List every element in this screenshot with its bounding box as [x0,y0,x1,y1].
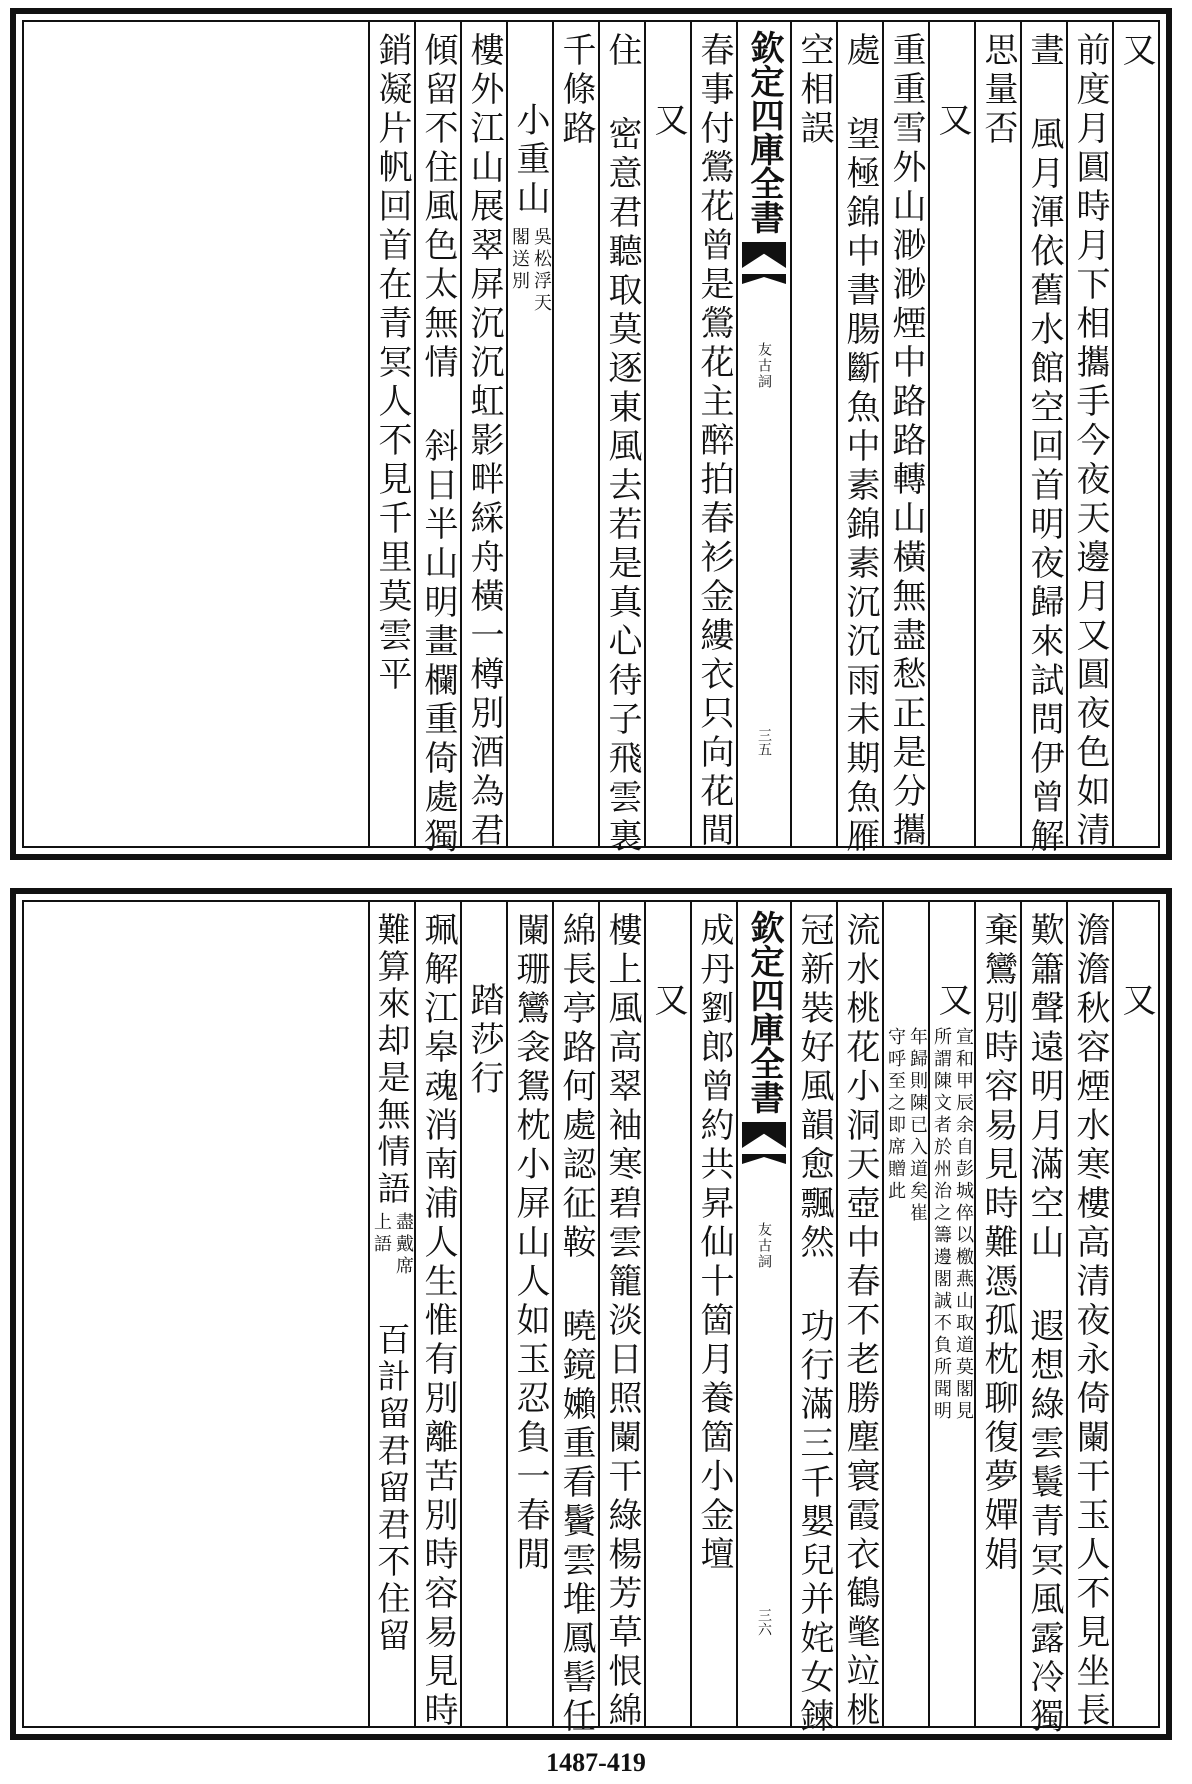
column [836,22,882,857]
column [598,22,644,857]
column [368,22,414,846]
column [414,22,460,857]
column-text: 住 密意君聽取莫逐東風去若是真心待子飛雲裏 [602,32,642,857]
folio-number: 三六 [756,1608,772,1636]
column-text: 踏莎行 [464,982,504,1099]
tune-title: 小重山 [510,102,550,219]
column [460,22,506,851]
annotation-right: 年歸則陳已入道矣崔 [907,1027,928,1225]
column-text: 樓外江山展翠屏沉沉虹影畔綵舟橫一樽別酒為君 [464,32,504,851]
fish-tail-mark [742,242,786,268]
column [1020,902,1066,1737]
fish-tail-mark-lower [742,1154,786,1164]
column [644,22,690,846]
folio-number: 三五 [756,728,772,756]
column-text: 空相誤 [794,32,834,149]
column-text: 成丹劉郎曾約共昇仙十箇月養箇小金壇 [694,912,734,1575]
column-text: 又 [1116,32,1156,71]
fish-tail-mark-lower [742,274,786,284]
annotation-left: 上語 [371,1212,392,1256]
tune-title: 又 [932,982,972,1021]
column-text: 棄鸞別時容易見時難憑孤枕聊復夢嬋娟 [978,912,1018,1575]
column [506,22,552,846]
column [836,902,882,1731]
column-text: 傾留不住風色太無情 斜日半山明畫欄重倚處獨 [418,32,458,857]
column-text: 樓上風高翠袖寒碧雲籠淡日照闌干綠楊芳草恨綿 [602,912,642,1731]
column-text: 珮解江皋魂消南浦人生惟有別離苦別時容易見時 [418,912,458,1731]
column-text: 難算來却是無情語 [372,912,412,1208]
column-text: 晝 風月渾依舊水館空回首明夜歸來試問伊曾解 [1024,32,1064,857]
column-text: 冠新裝好風韻愈飄然 功行滿三千嬰兒并姹女鍊 [794,912,834,1737]
column-text: 春事付鶯花曾是鶯花主醉拍春衫金縷衣只向花間 [694,32,734,851]
column [644,902,690,1726]
column [790,22,836,846]
annotation-left: 守呼至之即席贈此 [885,1027,906,1203]
column-text: 闌珊鸞衾鴛枕小屏山人如玉忍負一春閒 [510,912,550,1575]
column [1112,22,1158,846]
column [506,902,552,1726]
column-text: 銷凝片帆回首在青冥人不見千里莫雲平 [372,32,412,695]
column [690,22,736,851]
column [368,902,414,1726]
column-text: 綿長亭路何處認征鞍 曉鏡嬾重看鬢雲堆鳳髻任 [556,912,596,1737]
annotation [930,1027,974,1423]
column [974,22,1020,846]
column [1066,22,1112,851]
bottom-page-columns [22,900,1160,1737]
column [552,22,598,846]
column [928,22,974,846]
annotation-left: 閣送別 [509,227,530,293]
column-text-tail: 百計留君留君不住留 [372,1322,412,1655]
column-text: 流水桃花小洞天壺中春不老勝塵寰霞衣鶴氅竝桃 [840,912,880,1731]
column [882,22,928,851]
column-text: 又 [648,982,688,1021]
annotation [370,1212,414,1278]
column [690,902,736,1726]
book-title: 欽定四庫全書 [744,910,784,1114]
column [414,902,460,1731]
column [598,902,644,1731]
column [1112,902,1158,1726]
annotation-right: 吳松浮天 [531,227,552,315]
column-text: 又 [648,102,688,141]
column-text: 歎簫聲遠明月滿空山 遐想綠雲鬟青冥風露冷獨 [1024,912,1064,1737]
annotation [884,1027,928,1225]
section-label: 友古詞 [756,1222,772,1270]
center-fold [736,22,790,846]
top-page [10,8,1172,860]
column [974,902,1020,1726]
page-footer-number: 1487-419 [546,1748,646,1777]
column [790,902,836,1737]
column [882,902,928,1726]
annotation [508,227,552,315]
annotation-right: 盡戴席 [393,1212,414,1278]
center-fold [736,902,790,1726]
annotation-right: 宣和甲辰余自彭城倅以檄燕山取道莫閣見 [953,1027,974,1423]
column-text: 又 [1116,982,1156,1021]
column [460,902,506,1726]
column-text: 處 望極錦中書腸斷魚中素錦素沉沉雨未期魚雁 [840,32,880,857]
annotation-left: 所謂陳文者於州治之籌邊閣誠不負所聞明 [931,1027,952,1423]
bottom-page [10,888,1172,1740]
top-page-columns [22,20,1160,857]
column-text: 重重雪外山渺渺煙中路路轉山橫無盡愁正是分攜 [886,32,926,851]
column [552,902,598,1737]
column [928,902,974,1726]
column [1020,22,1066,857]
book-title: 欽定四庫全書 [744,30,784,234]
column-text: 千條路 [556,32,596,149]
column-text: 又 [932,102,972,141]
fish-tail-mark [742,1122,786,1148]
column-text: 前度月圓時月下相攜手今夜天邊月又圓夜色如清 [1070,32,1110,851]
section-label: 友古詞 [756,342,772,390]
column [1066,902,1112,1731]
column-text: 思量否 [978,32,1018,149]
column-text: 澹澹秋容煙水寒樓高清夜永倚闌干玉人不見坐長 [1070,912,1110,1731]
